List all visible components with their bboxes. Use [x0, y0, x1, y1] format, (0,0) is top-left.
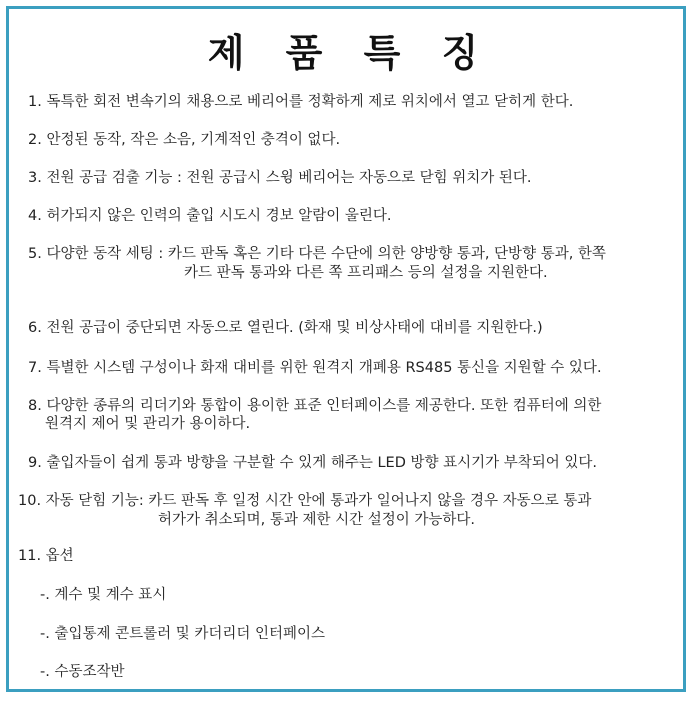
list-item-continuation: 허가가 취소되며, 통과 제한 시간 설정이 가능하다.	[158, 512, 476, 528]
list-item: 1. 독특한 회전 변속기의 채용으로 베리어를 정확하게 제로 위치에서 열고 닫히게 한다.	[28, 94, 574, 110]
list-item-continuation: 카드 판독 통과와 다른 쪽 프리패스 등의 설정을 지원한다.	[184, 265, 548, 281]
list-item: 11. 옵션	[18, 548, 74, 564]
list-item: 9. 출입자들이 쉽게 통과 방향을 구분할 수 있게 해주는 LED 방향 표시기가 부착되어 있다.	[28, 455, 598, 471]
list-item: 10. 자동 닫힘 기능: 카드 판독 후 일정 시간 안에 통과가 일어나지 않을 경우 자동으로 통과	[18, 493, 592, 509]
option-item: -. 출입통제 콘트롤러 및 카더리더 인터페이스	[40, 626, 326, 642]
option-item: -. 계수 및 계수 표시	[40, 587, 167, 603]
list-item: 4. 허가되지 않은 인력의 출입 시도시 경보 알람이 울린다.	[28, 208, 392, 224]
list-item: 2. 안정된 동작, 작은 소음, 기계적인 충격이 없다.	[28, 132, 341, 148]
page-title: 제 품 특 징	[207, 31, 493, 75]
option-item: -. 수동조작반	[40, 664, 125, 680]
list-item: 6. 전원 공급이 중단되면 자동으로 열린다. (화재 및 비상사태에 대비를 지원한다.)	[28, 320, 543, 336]
list-item: 8. 다양한 종류의 리더기와 통합이 용이한 표준 인터페이스를 제공한다. 또한 컴퓨터에 의한	[28, 398, 602, 414]
list-item: 3. 전원 공급 검출 기능 : 전원 공급시 스윙 베리어는 자동으로 닫힘 위치가 된다.	[28, 170, 532, 186]
list-item: 7. 특별한 시스템 구성이나 화재 대비를 위한 원격지 개폐용 RS485 통신을 지원할 수 있다.	[28, 360, 602, 376]
list-item: 5. 다양한 동작 세팅 : 카드 판독 혹은 기타 다른 수단에 의한 양방향 통과, 단방향 통과, 한쪽	[28, 246, 606, 262]
list-item-continuation: 원격지 제어 및 관리가 용이하다.	[45, 416, 251, 432]
